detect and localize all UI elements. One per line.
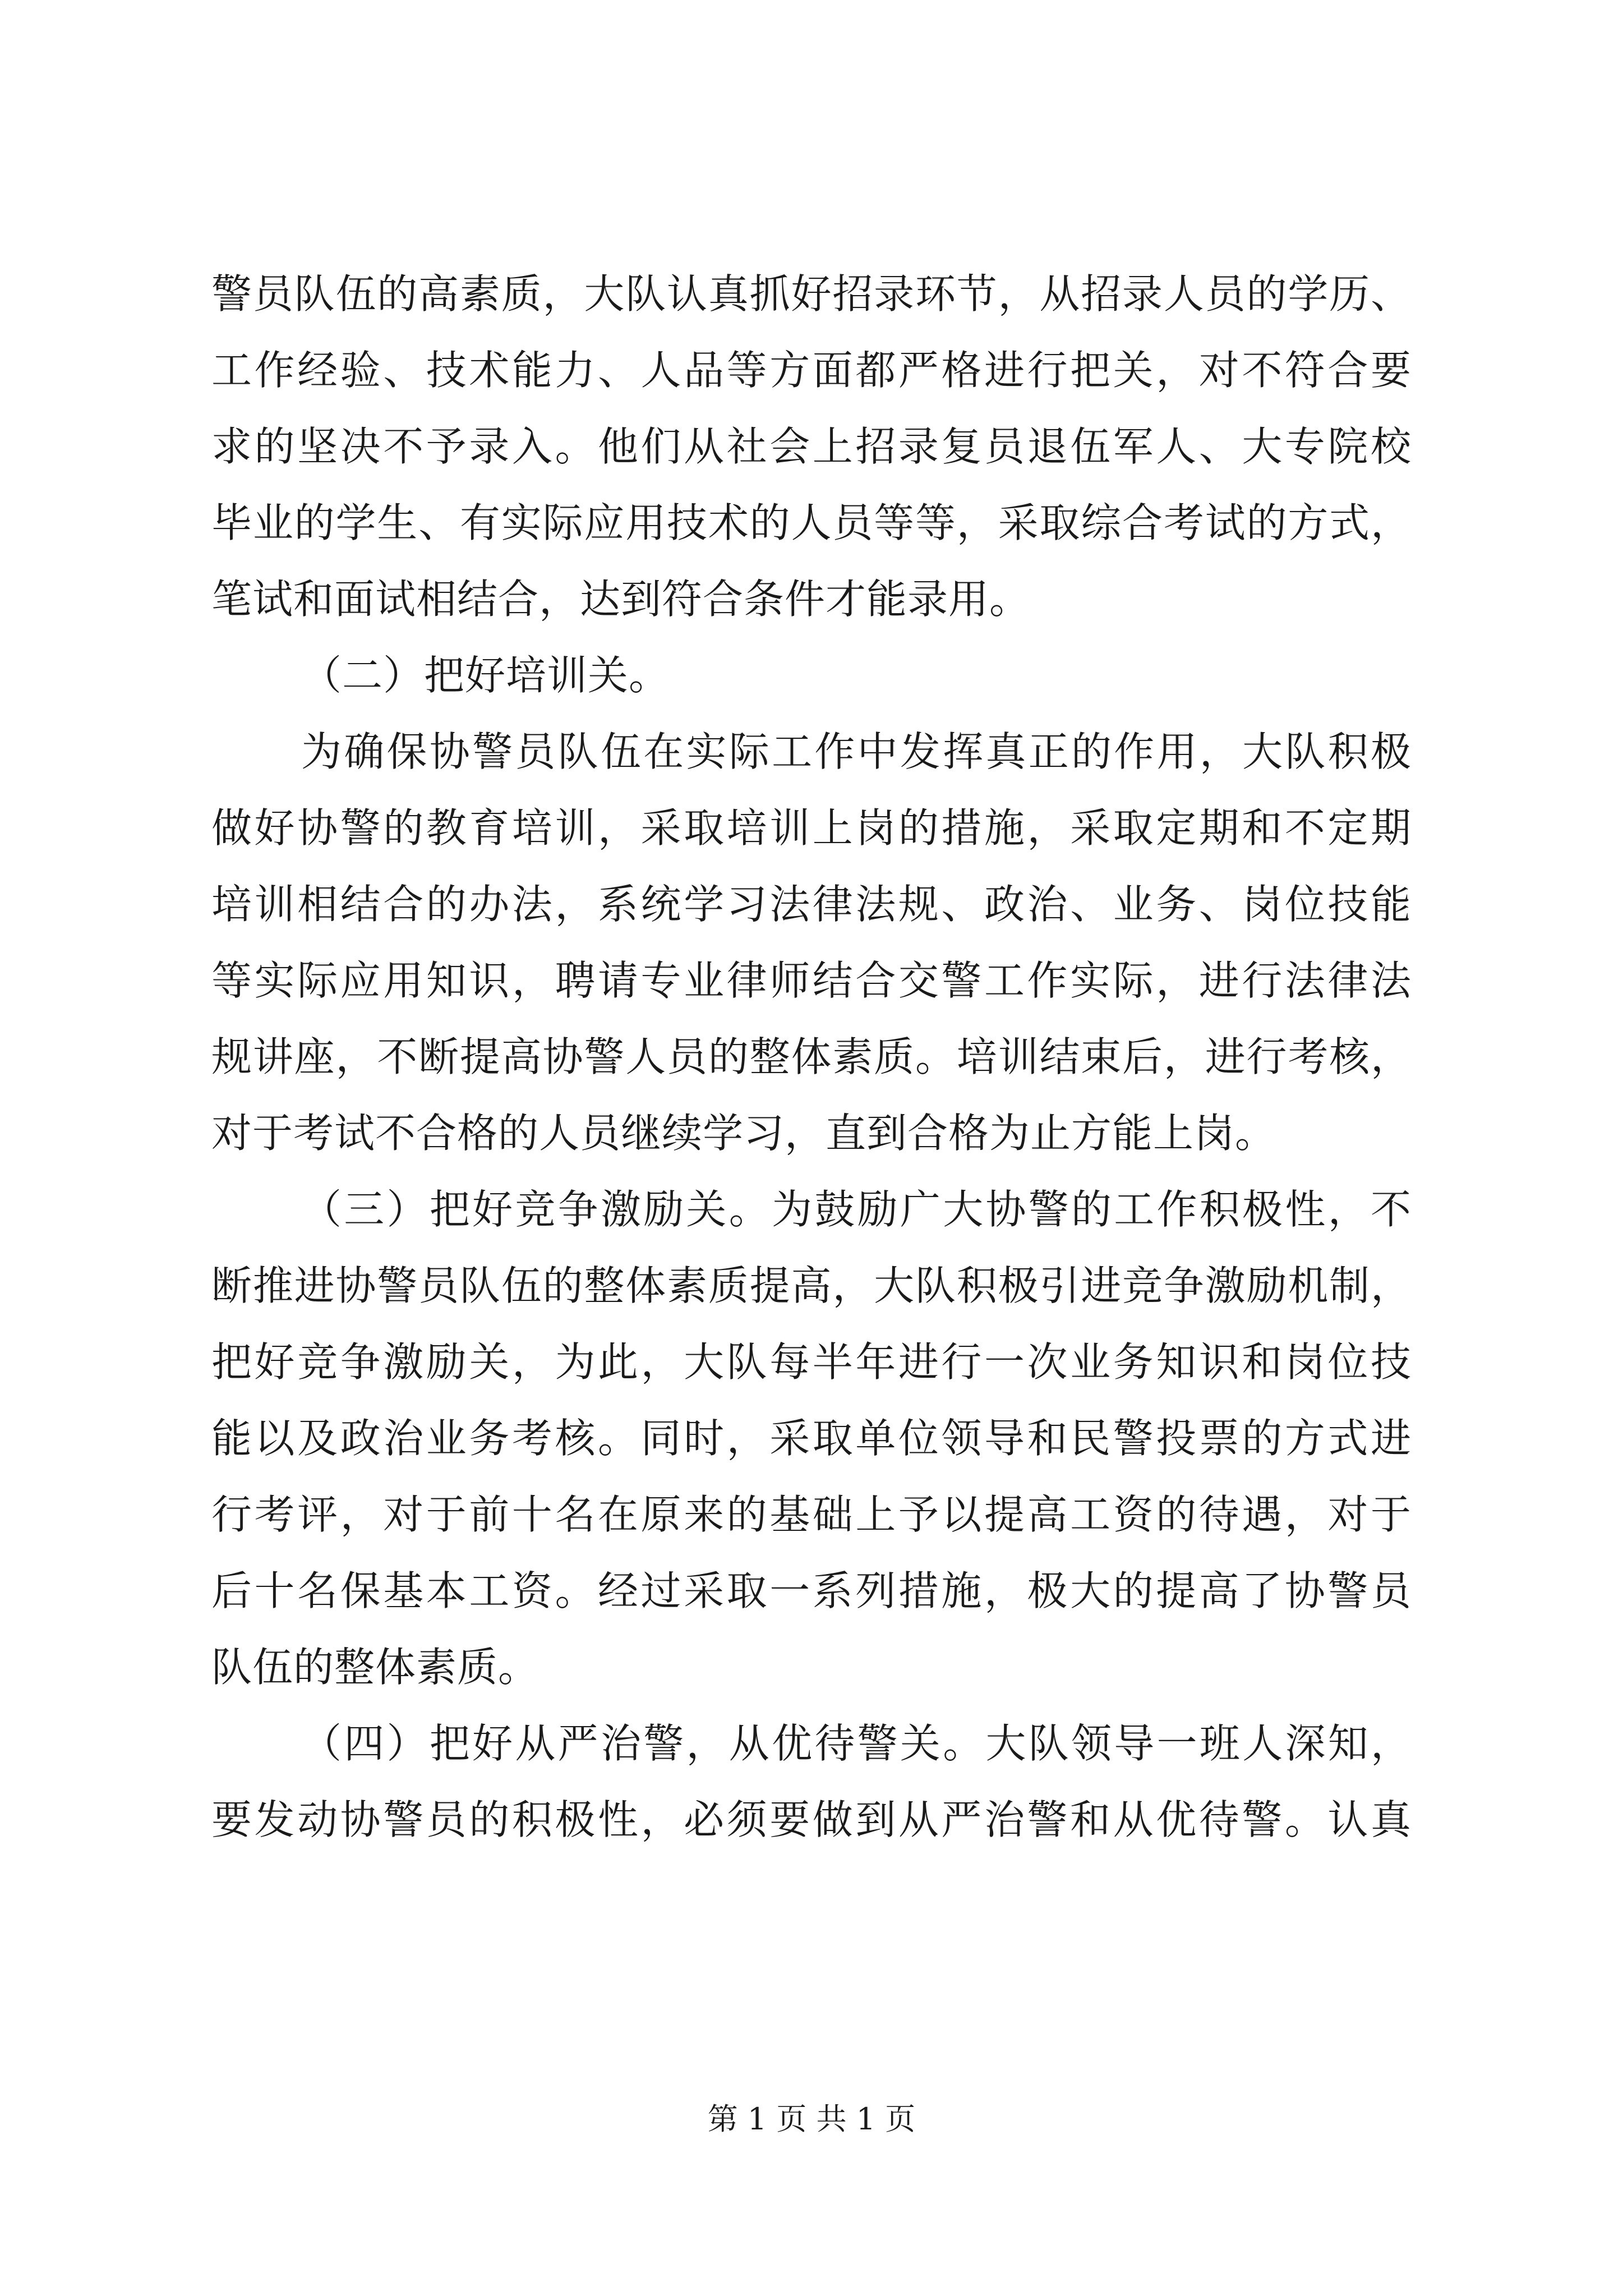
text-line: （二）把好培训关。 (301, 652, 670, 699)
text-line: 为确保协警员队伍在实际工作中发挥真正的作用，大队积极 (301, 728, 1412, 775)
text-line: 能以及政治业务考核。同时，采取单位领导和民警投票的方式进 (211, 1415, 1412, 1462)
text-line: 警员队伍的高素质，大队认真抓好招录环节，从招录人员的学历、 (211, 270, 1412, 318)
text-line: 做好协警的教育培训，采取培训上岗的措施，采取定期和不定期 (211, 804, 1412, 852)
page-footer: 第 1 页 共 1 页 (707, 2101, 916, 2137)
text-line: 笔试和面试相结合，达到符合条件才能录用。 (211, 576, 1031, 623)
text-line: 后十名保基本工资。经过采取一系列措施，极大的提高了协警员 (211, 1567, 1412, 1614)
text-line: 断推进协警员队伍的整体素质提高，大队积极引进竞争激励机制， (211, 1262, 1412, 1309)
text-line: 毕业的学生、有实际应用技术的人员等等，采取综合考试的方式， (211, 499, 1412, 546)
text-line: 等实际应用知识，聘请专业律师结合交警工作实际，进行法律法 (211, 957, 1412, 1004)
text-line: 要发动协警员的积极性，必须要做到从严治警和从优待警。认真 (211, 1796, 1412, 1843)
document-body (211, 256, 1412, 1858)
text-line: （三）把好竞争激励关。为鼓励广大协警的工作积极性，不 (301, 1186, 1412, 1233)
text-line: 规讲座，不断提高协警人员的整体素质。培训结束后，进行考核， (211, 1033, 1412, 1080)
text-line: 培训相结合的办法，系统学习法律法规、政治、业务、岗位技能 (211, 881, 1412, 928)
text-line: （四）把好从严治警，从优待警关。大队领导一班人深知， (301, 1720, 1412, 1767)
text-line: 工作经验、技术能力、人品等方面都严格进行把关，对不符合要 (211, 347, 1412, 394)
text-line: 对于考试不合格的人员继续学习，直到合格为止方能上岗。 (211, 1110, 1276, 1157)
text-line: 求的坚决不予录入。他们从社会上招录复员退伍军人、大专院校 (211, 423, 1412, 470)
text-line: 队伍的整体素质。 (211, 1644, 540, 1691)
text-line: 行考评，对于前十名在原来的基础上予以提高工资的待遇，对于 (211, 1491, 1412, 1538)
text-line: 把好竞争激励关，为此，大队每半年进行一次业务知识和岗位技 (211, 1338, 1412, 1386)
